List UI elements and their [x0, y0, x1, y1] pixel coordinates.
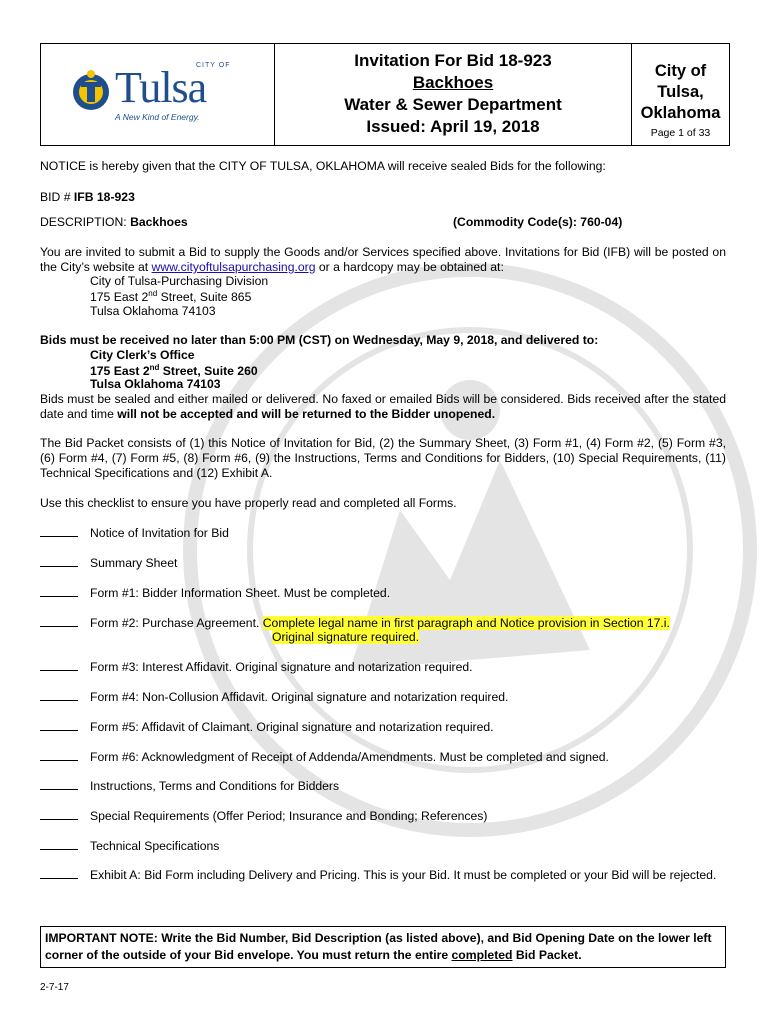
checkbox-blank[interactable] [40, 750, 78, 761]
checklist-item [40, 556, 177, 570]
clerk-sup: nd [149, 363, 160, 372]
checklist-intro: Use this checklist to ensure you have properly read and completed all Forms. [40, 496, 457, 510]
checklist-label: Form #5: Affidavit of Claimant. Original signature and notarization required. [90, 720, 494, 734]
checklist-label: Notice of Invitation for Bid [90, 526, 229, 540]
form2-highlight-line-2 [272, 630, 419, 644]
tulsa-seal-icon [71, 68, 111, 118]
checklist-label: Instructions, Terms and Conditions for Bidders [90, 779, 340, 793]
checkbox-blank[interactable] [40, 720, 78, 731]
sealed-bold: will not be accepted and will be returned to the Bidder unopened. [117, 407, 496, 421]
important-text-a: IMPORTANT NOTE: Write the Bid Number, Bid Description (as listed above), and Bid Opening Date on the lower left corner of the outside of your Bid envelope. You must return the entire [45, 931, 712, 962]
checklist-item [40, 720, 494, 734]
checklist-label: Form #2: Purchase Agreement. [90, 616, 263, 630]
checklist-item [40, 750, 609, 764]
title-line-3: Water & Sewer Department [344, 95, 562, 114]
title-line-1: Invitation For Bid 18-923 [354, 51, 552, 70]
checkbox-blank[interactable] [40, 868, 78, 879]
deadline-line: Bids must be received no later than 5:00 PM (CST) on Wednesday, May 9, 2018, and delivered to: [40, 333, 599, 347]
logo-city-of: CITY OF [196, 62, 231, 69]
description-label: DESCRIPTION: [40, 215, 131, 229]
invite-text-2: or a hardcopy may be obtained at: [315, 260, 504, 274]
form2-highlight-2: Original signature required. [272, 630, 420, 644]
checklist-label: Form #1: Bidder Information Sheet. Must be completed. [90, 586, 391, 600]
checkbox-blank[interactable] [40, 660, 78, 671]
checklist-item [40, 868, 726, 883]
checklist-label: Special Requirements (Offer Period; Insurance and Bonding; References) [90, 809, 488, 823]
city-cell [632, 44, 729, 145]
invite-paragraph [40, 245, 726, 275]
sealed-text: Bids must be sealed and either mailed or delivered. No faxed or emailed Bids will be considered. Bids received after the stated date and time [40, 392, 726, 421]
clerk-suite: Street, Suite 260 [159, 364, 258, 379]
addr-sup: nd [148, 289, 158, 298]
checklist-label: Exhibit A: Bid Form including Delivery and Pricing. This is your Bid. It must be completed or your Bid will be rejected. [90, 868, 717, 882]
purchasing-website-link[interactable]: www.cityoftulsapurchasing.org [151, 260, 316, 274]
checklist-item [40, 690, 508, 704]
title-line-2: Backhoes [412, 73, 494, 92]
checklist-item [40, 660, 473, 674]
checkbox-blank[interactable] [40, 526, 78, 537]
checkbox-blank[interactable] [40, 690, 78, 701]
addr-suite: Street, Suite 865 [157, 290, 252, 305]
form2-highlight-1: Complete legal name in first paragraph and Notice provision in Section 17.i. [262, 616, 670, 630]
checklist-label: Form #3: Interest Affidavit. Original signature and notarization required. [90, 660, 473, 674]
description-value: Backhoes [130, 215, 188, 229]
important-note-box [40, 926, 726, 968]
logo-cell [41, 44, 275, 145]
state-line: Oklahoma [640, 104, 721, 122]
checklist-item [40, 616, 670, 630]
notice-text: NOTICE is hereby given that the CITY OF TULSA, OKLAHOMA will receive sealed Bids for the following: [40, 159, 606, 173]
important-underlined: completed [451, 948, 513, 962]
logo-tagline: A New Kind of Energy. [115, 112, 200, 122]
checkbox-blank[interactable] [40, 586, 78, 597]
addr-street: 175 East 2 [90, 290, 149, 305]
page-number: Page 1 of 33 [650, 127, 711, 139]
checklist-item [40, 779, 339, 793]
clerk-address-1: City Clerk’s Office [90, 348, 195, 362]
city-line: City of Tulsa, [654, 62, 707, 101]
clerk-address-3: Tulsa Oklahoma 74103 [90, 377, 221, 391]
title-line-4: Issued: April 19, 2018 [366, 117, 540, 136]
checklist-label: Technical Specifications [90, 839, 220, 853]
bid-number [40, 190, 135, 204]
purchasing-address-1: City of Tulsa-Purchasing Division [90, 274, 269, 288]
bid-value: IFB 18-923 [73, 190, 135, 204]
checklist-item [40, 839, 219, 853]
checklist-label: Form #4: Non-Collusion Affidavit. Original signature and notarization required. [90, 690, 509, 704]
city-name [632, 61, 729, 124]
logo-wordmark: Tulsa [115, 63, 207, 112]
purchasing-address-3: Tulsa Oklahoma 74103 [90, 304, 216, 318]
checklist-item [40, 586, 390, 600]
bid-packet-paragraph: The Bid Packet consists of (1) this Notice of Invitation for Bid, (2) the Summary Sheet, (3) Form #1, (4) Form #2, (5) Form #3, (6) Form #4, (7) Form #5, (8) Form #6, (9) the Instructions, Terms and Conditions for Bidders, (10) Special Requirements, (11) Technical Specifications and (12) Exhibit A. [40, 436, 726, 480]
clerk-street: 175 East 2 [90, 364, 150, 379]
checklist-item [40, 526, 229, 540]
checkbox-blank[interactable] [40, 556, 78, 567]
description-line [40, 215, 188, 229]
title-cell [275, 44, 632, 145]
invite-text-1: You are invited to submit a Bid to supply the Goods and/or Services specified above. Invitations for Bid (IFB) will be posted on the City’s website at [40, 245, 726, 274]
checklist-label: Summary Sheet [90, 556, 178, 570]
sealed-bids-paragraph [40, 392, 726, 422]
checkbox-blank[interactable] [40, 809, 78, 820]
city-of-tulsa-logo [71, 60, 251, 126]
checkbox-blank[interactable] [40, 616, 78, 627]
footer-revision-code: 2-7-17 [40, 982, 69, 993]
document-header [40, 43, 730, 146]
important-text-b: Bid Packet. [512, 948, 582, 962]
purchasing-address-2 [90, 289, 251, 304]
checklist-item [40, 809, 487, 823]
checkbox-blank[interactable] [40, 839, 78, 850]
checklist-label: Form #6: Acknowledgment of Receipt of Addenda/Amendments. Must be completed and signed. [90, 750, 609, 764]
clerk-address-2 [90, 363, 258, 378]
checkbox-blank[interactable] [40, 779, 78, 790]
commodity-code: (Commodity Code(s): 760-04) [453, 215, 623, 229]
bid-label: BID # [40, 190, 74, 204]
